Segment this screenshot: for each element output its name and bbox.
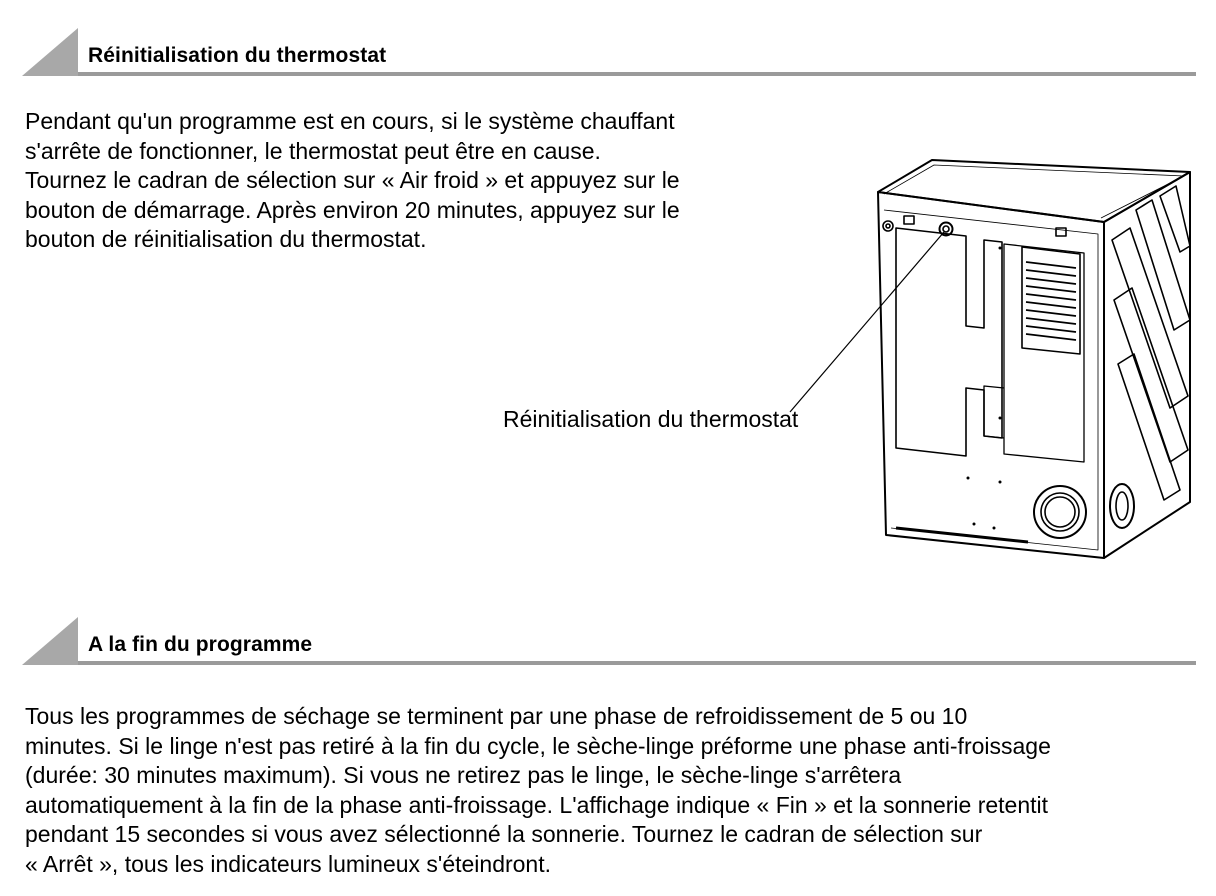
triangle-wedge-icon [22, 617, 78, 665]
dryer-rear-face [878, 192, 1104, 558]
dryer-rear-view-illustration [788, 150, 1208, 570]
thermostat-reset-callout-label: Réinitialisation du thermostat [503, 406, 799, 432]
callout-leader-line [790, 232, 944, 412]
triangle-wedge-icon [22, 28, 78, 76]
header-rule [78, 72, 1196, 76]
header-rule [78, 661, 1196, 665]
thermostat-reset-paragraph: Pendant qu'un programme est en cours, si le système chauffant s'arrête de fonctionner, le thermostat peut être en cause. Tournez le cadran de sélection sur « Air froid » et appuyez sur le bouton de démarrage. Après environ 20 minutes, appuyez sur le bouton de réinitialisation du thermostat. [25, 108, 680, 253]
side-embossing [1112, 186, 1190, 500]
section-header-thermostat-reset [22, 28, 1196, 76]
left-panel-outline [896, 228, 1002, 456]
section-title: Réinitialisation du thermostat [88, 44, 387, 67]
side-port [1110, 484, 1134, 528]
vent-grille [1026, 262, 1076, 340]
section-header-end-of-program [22, 617, 1196, 665]
end-of-program-paragraph: Tous les programmes de séchage se terminent par une phase de refroidissement de 5 ou 10 minutes. Si le linge n'est pas retiré à la fin du cycle, le sèche-linge préforme une phase anti-froissage (durée: 30 minutes maximum). Si vous ne retirez pas le linge, le sèche-linge s'arrêtera automatiquement à la fin de la phase anti-froissage. L'affichage indique « Fin » et la sonnerie retentit pendant 15 secondes si vous avez sélectionné la sonnerie. Tournez le cadran de sélection sur « Arrêt », tous les indicateurs lumineux s'éteindront. [25, 703, 1051, 877]
section-title: A la fin du programme [88, 633, 313, 656]
